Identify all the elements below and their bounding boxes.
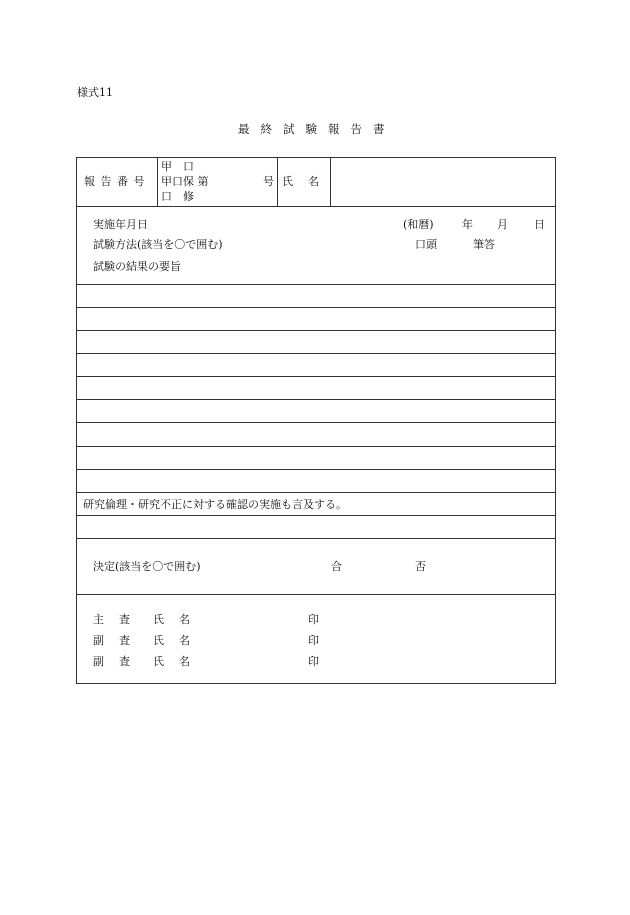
examiner-name-label: 氏 名 xyxy=(153,634,192,647)
seal-mark: 印 xyxy=(308,655,319,668)
examiner-role: 副 査 xyxy=(93,655,132,668)
header-divider xyxy=(157,158,158,206)
type-option: 口 修 xyxy=(161,190,194,203)
day-label: 日 xyxy=(534,218,545,231)
month-label: 月 xyxy=(497,218,508,231)
method-label: 試験方法(該当を〇で囲む) xyxy=(93,238,223,251)
name-label: 氏 名 xyxy=(282,175,321,188)
page-title: 最終試験報告書 xyxy=(238,122,396,136)
method-option-written[interactable]: 筆答 xyxy=(473,238,495,251)
examiner-name-label: 氏 名 xyxy=(153,613,192,626)
name-field[interactable] xyxy=(333,160,553,204)
decision-pass[interactable]: 合 xyxy=(331,560,342,573)
examiner-role: 主 査 xyxy=(93,613,132,626)
type-option: 甲 口 xyxy=(161,160,194,173)
year-label: 年 xyxy=(462,218,473,231)
date-label: 実施年月日 xyxy=(93,218,148,231)
summary-label: 試験の結果の要旨 xyxy=(93,260,181,273)
decision-label: 決定(該当を〇で囲む) xyxy=(93,560,201,573)
examiner-role: 副 査 xyxy=(93,634,132,647)
header-divider xyxy=(277,158,278,206)
seal-mark: 印 xyxy=(308,613,319,626)
era-label: (和暦) xyxy=(403,218,434,231)
examiner-name-label: 氏 名 xyxy=(153,655,192,668)
report-form xyxy=(76,157,556,684)
type-option: 甲口保 第 xyxy=(161,175,209,188)
decision-fail[interactable]: 否 xyxy=(415,560,426,573)
report-number-label: 報 告 番 号 xyxy=(84,175,146,188)
header-divider xyxy=(330,158,331,206)
seal-mark: 印 xyxy=(308,634,319,647)
number-suffix: 号 xyxy=(263,175,274,188)
form-id: 様式11 xyxy=(77,86,113,99)
method-option-oral[interactable]: 口頭 xyxy=(415,238,437,251)
ethics-note: 研究倫理・研究不正に対する確認の実施も言及する。 xyxy=(83,498,347,511)
